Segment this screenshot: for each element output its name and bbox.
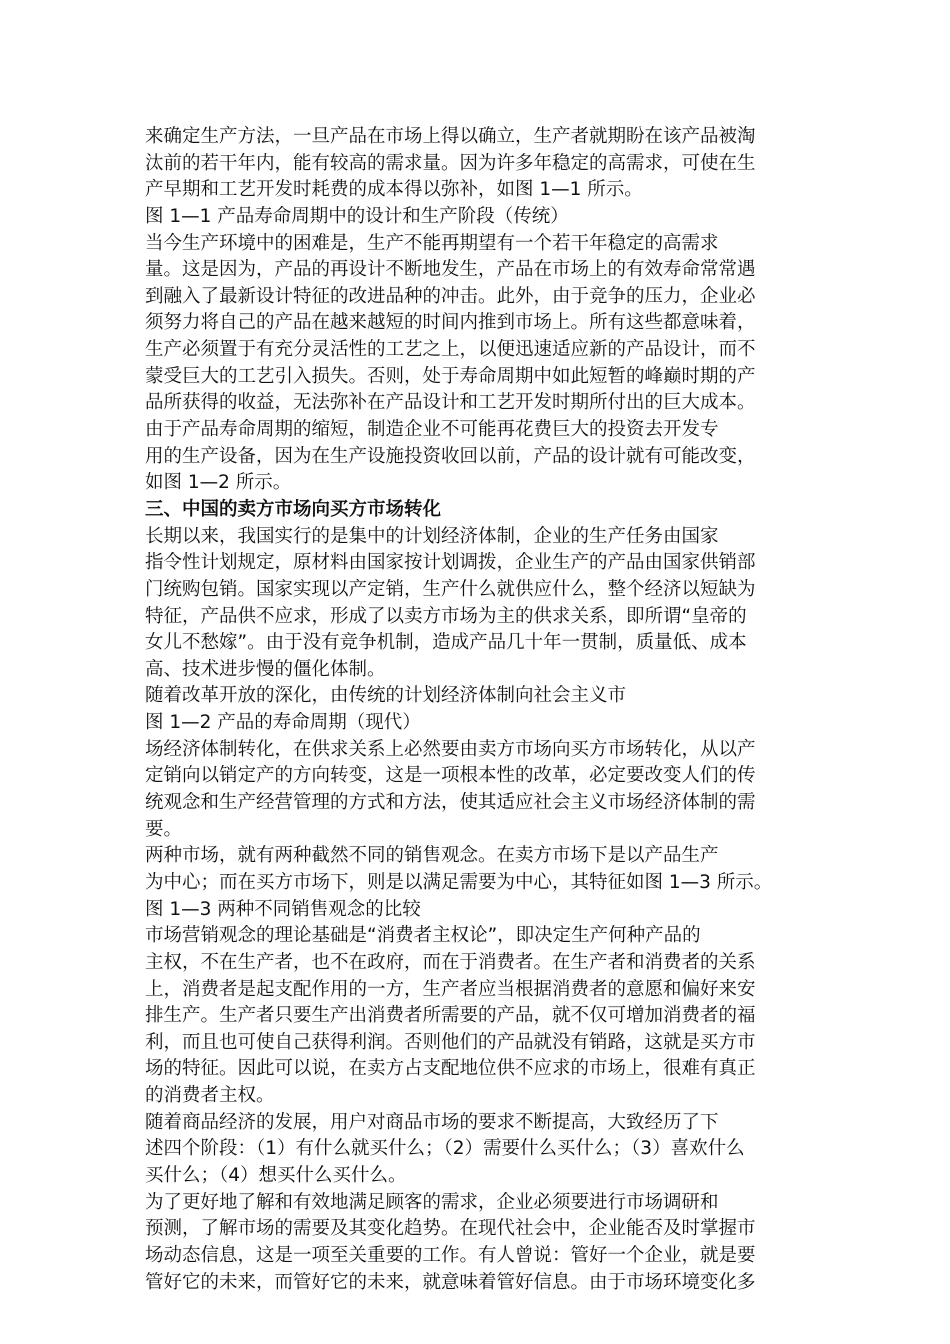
text-line: 场经济体制转化，在供求关系上必然要由卖方市场向买方市场转化，从以产	[145, 738, 756, 760]
text-line: 图 1—2 产品的寿命周期（现代）	[145, 712, 421, 734]
text-line: 产早期和工艺开发时耗费的成本得以弥补，如图 1—1 所示。	[145, 179, 643, 201]
text-line: 预测，了解市场的需要及其变化趋势。在现代社会中，企业能否及时掌握市	[145, 1218, 756, 1240]
text-line: 须努力将自己的产品在越来越短的时间内推到市场上。所有这些都意味着，	[145, 312, 756, 334]
text-line: 当今生产环境中的困难是，生产不能再期望有一个若干年稳定的高需求	[145, 232, 719, 254]
text-line: 统观念和生产经营管理的方式和方法，使其适应社会主义市场经济体制的需	[145, 792, 756, 814]
text-line: 的消费者主权。	[145, 1085, 275, 1107]
text-line: 场动态信息，这是一项至关重要的工作。有人曾说：管好一个企业，就是要	[145, 1244, 756, 1266]
text-line: 为了更好地了解和有效地满足顾客的需求，企业必须要进行市场调研和	[145, 1191, 719, 1213]
text-line: 指令性计划规定，原材料由国家按计划调拨，企业生产的产品由国家供销部	[145, 552, 756, 574]
document-body-text	[145, 124, 805, 1296]
text-line: 市场营销观念的理论基础是“消费者主权论”，即决定生产何种产品的	[145, 925, 701, 947]
text-line: 主权，不在生产者，也不在政府，而在于消费者。在生产者和消费者的关系	[145, 951, 756, 973]
text-line: 来确定生产方法，一旦产品在市场上得以确立，生产者就期盼在该产品被淘	[145, 126, 756, 147]
text-line: 量。这是因为，产品的再设计不断地发生，产品在市场上的有效寿命常常遇	[145, 259, 756, 281]
text-line: 图 1—3 两种不同销售观念的比较	[145, 898, 421, 920]
text-line: 买什么；（4）想买什么买什么。	[145, 1164, 407, 1186]
text-line: 随着商品经济的发展，用户对商品市场的要求不断提高，大致经历了下	[145, 1111, 719, 1133]
text-line: 品所获得的收益，无法弥补在产品设计和工艺开发时期所付出的巨大成本。	[145, 392, 756, 414]
text-line: 蒙受巨大的工艺引入损失。否则，处于寿命周期中如此短暂的峰巅时期的产	[145, 365, 756, 387]
text-line: 如图 1—2 所示。	[145, 472, 292, 494]
text-line: 图 1—1 产品寿命周期中的设计和生产阶段（传统）	[145, 205, 569, 227]
text-line: 用的生产设备，因为在生产设施投资收回以前，产品的设计就有可能改变，	[145, 445, 756, 467]
text-line: 女儿不愁嫁”。由于没有竞争机制，造成产品几十年一贯制，质量低、成本	[145, 632, 747, 654]
text-line: 汰前的若干年内，能有较高的需求量。因为许多年稳定的高需求，可使在生	[145, 152, 756, 174]
text-line: 由于产品寿命周期的缩短，制造企业不可能再花费巨大的投资去开发专	[145, 419, 719, 441]
text-line: 上，消费者是起支配作用的一方，生产者应当根据消费者的意愿和偏好来安	[145, 978, 756, 1000]
text-line: 两种市场，就有两种截然不同的销售观念。在卖方市场下是以产品生产	[145, 845, 719, 867]
text-line: 定销向以销定产的方向转变，这是一项根本性的改革，必定要改变人们的传	[145, 765, 756, 787]
text-line: 门统购包销。国家实现以产定销，生产什么就供应什么，整个经济以短缺为	[145, 578, 756, 600]
text-line: 排生产。生产者只要生产出消费者所需要的产品，就不仅可增加消费者的福	[145, 1005, 756, 1027]
text-line: 生产必须置于有充分灵活性的工艺之上，以便迅速适应新的产品设计，而不	[145, 339, 756, 361]
text-line: 场的特征。因此可以说，在卖方占支配地位供不应求的市场上，很难有真正	[145, 1058, 756, 1080]
text-line: 到融入了最新设计特征的改进品种的冲击。此外，由于竞争的压力，企业必	[145, 285, 756, 307]
text-line: 管好它的未来，而管好它的未来，就意味着管好信息。由于市场环境变化多	[145, 1271, 756, 1293]
section-heading: 三、中国的卖方市场向买方市场转化	[145, 498, 442, 520]
text-line: 长期以来，我国实行的是集中的计划经济体制，企业的生产任务由国家	[145, 525, 719, 547]
text-line: 利，而且也可使自己获得利润。否则他们的产品就没有销路，这就是买方市	[145, 1031, 756, 1053]
text-line: 为中心；而在买方市场下，则是以满足需要为中心，其特征如图 1—3 所示。	[145, 871, 773, 893]
text-line: 随着改革开放的深化，由传统的计划经济体制向社会主义市	[145, 685, 627, 707]
text-line: 要。	[145, 818, 183, 840]
text-line: 特征，产品供不应求，形成了以卖方市场为主的供求关系，即所谓“皇帝的	[145, 605, 747, 627]
text-line: 述四个阶段：（1）有什么就买什么；（2）需要什么买什么；（3）喜欢什么	[145, 1138, 745, 1160]
text-line: 高、技术进步慢的僵化体制。	[145, 658, 386, 680]
